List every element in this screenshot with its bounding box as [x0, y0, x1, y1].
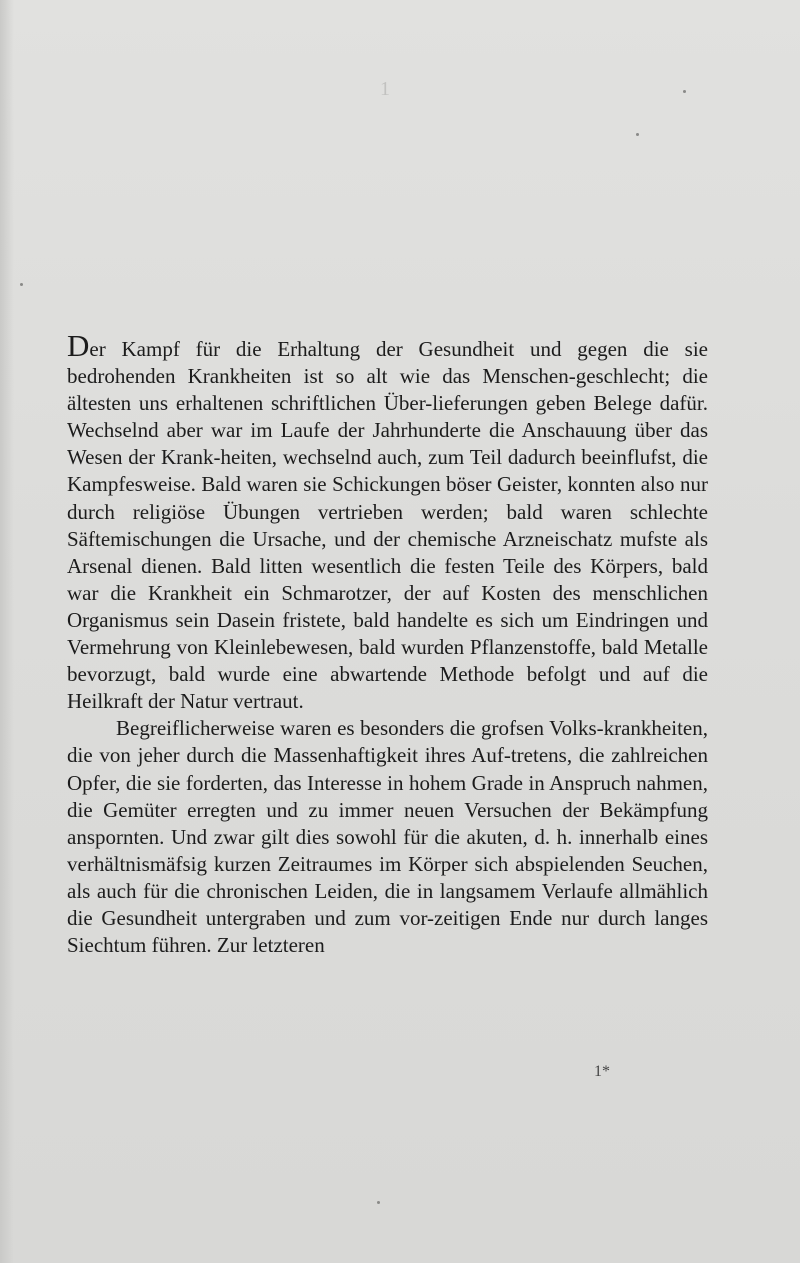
paragraph-1-text: er Kampf für die Erhaltung der Gesundheit und gegen die sie bedrohenden Krankheiten ist so alt wie das Menschen-geschlecht; die ältesten uns erhaltenen schriftlichen Über-lieferungen geben Belege dafür. Wechselnd aber war im Laufe der Jahrhunderte die Anschauung über das Wesen der Krank-heiten, wechselnd auch, zum Teil dadurch beeinflufst, die Kampfesweise. Bald waren sie Schickungen böser Geister, konnten also nur durch religiöse Übungen vertrieben werden; bald waren schlechte Säftemischungen die Ursache, und der chemische Arzneischatz mufste als Arsenal dienen. Bald litten wesentlich die festen Teile des Körpers, bald war die Krankheit ein Schmarotzer, der auf Kosten des menschlichen Organismus sein Dasein fristete, bald handelte es sich um Eindringen und Vermehrung von Kleinlebewesen, bald wurden Pflanzenstoffe, bald Metalle bevorzugt, bald wurde eine abwartende Methode befolgt und auf die Heilkraft der Natur vertraut. — [67, 337, 708, 714]
paragraph-1 — [67, 328, 708, 715]
header-page-mark: 1 — [380, 78, 390, 100]
paper-speck — [377, 1201, 380, 1204]
paper-speck — [683, 90, 686, 93]
drop-cap: D — [67, 328, 90, 363]
paragraph-2: Begreiflicherweise waren es besonders die grofsen Volks-krankheiten, die von jeher durch die Massenhaftigkeit ihres Auf-tretens, die zahlreichen Opfer, die sie forderten, das Interesse in hohem Grade in Anspruch nahmen, die Gemüter erregten und zu immer neuen Versuchen der Bekämpfung anspornten. Und zwar gilt dies sowohl für die akuten, d. h. innerhalb eines verhältnismäfsig kurzen Zeitraumes im Körper sich abspielenden Seuchen, als auch für die chronischen Leiden, die in langsamem Verlaufe allmählich die Gesundheit untergraben und zum vor-zeitigen Ende nur durch langes Siechtum führen. Zur letzteren — [67, 716, 708, 958]
paper-speck — [636, 133, 639, 136]
paper-speck — [20, 283, 23, 286]
body-text — [67, 328, 708, 959]
page-edge-shadow — [0, 0, 14, 1263]
signature-mark: 1* — [594, 1063, 610, 1080]
